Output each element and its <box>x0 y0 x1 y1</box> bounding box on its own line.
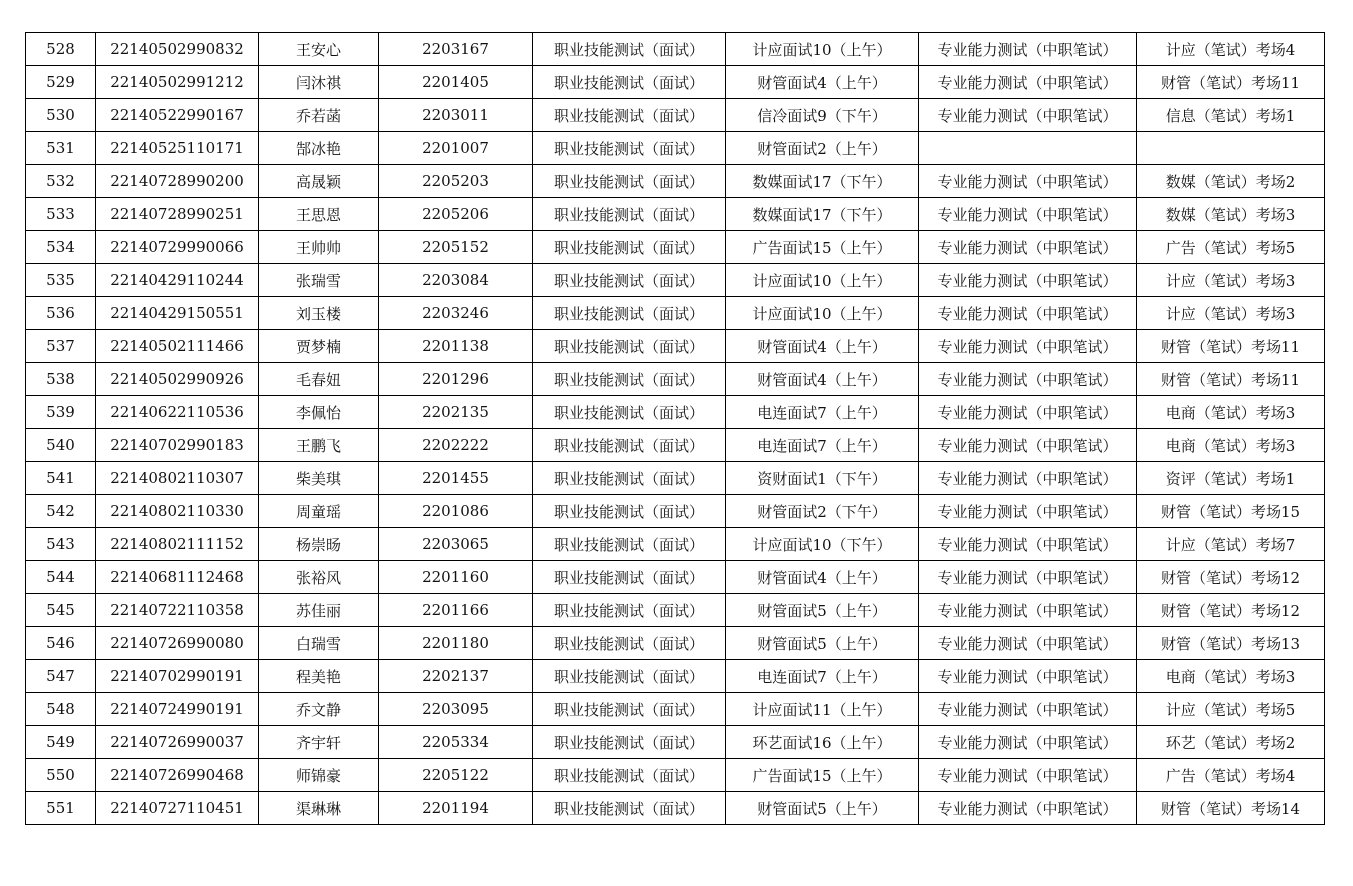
name-cell: 柴美琪 <box>259 462 379 495</box>
written-test-type-cell: 专业能力测试（中职笔试） <box>919 495 1137 528</box>
written-exam-room-cell: 计应（笔试）考场3 <box>1137 297 1325 330</box>
table-row <box>26 561 1325 594</box>
written-exam-room-cell: 财管（笔试）考场14 <box>1137 792 1325 825</box>
candidate-id-cell: 22140681112468 <box>96 561 259 594</box>
written-exam-room-cell: 财管（笔试）考场12 <box>1137 561 1325 594</box>
written-exam-room-cell: 财管（笔试）考场11 <box>1137 363 1325 396</box>
registration-number-cell: 2201180 <box>379 627 533 660</box>
row-number-cell: 545 <box>26 594 96 627</box>
test-type-cell: 职业技能测试（面试） <box>533 165 726 198</box>
written-test-type-cell: 专业能力测试（中职笔试） <box>919 528 1137 561</box>
table-row <box>26 627 1325 660</box>
interview-room-cell: 计应面试10（上午） <box>726 264 919 297</box>
name-cell: 李佩怡 <box>259 396 379 429</box>
name-cell: 苏佳丽 <box>259 594 379 627</box>
written-test-type-cell: 专业能力测试（中职笔试） <box>919 660 1137 693</box>
name-cell: 张裕风 <box>259 561 379 594</box>
row-number-cell: 546 <box>26 627 96 660</box>
table-row <box>26 132 1325 165</box>
written-exam-room-cell: 电商（笔试）考场3 <box>1137 429 1325 462</box>
registration-number-cell: 2203084 <box>379 264 533 297</box>
test-type-cell: 职业技能测试（面试） <box>533 495 726 528</box>
registration-number-cell: 2201194 <box>379 792 533 825</box>
candidate-id-cell: 22140722110358 <box>96 594 259 627</box>
name-cell: 闫沐祺 <box>259 66 379 99</box>
row-number-cell: 539 <box>26 396 96 429</box>
registration-number-cell: 2205203 <box>379 165 533 198</box>
test-type-cell: 职业技能测试（面试） <box>533 33 726 66</box>
written-test-type-cell: 专业能力测试（中职笔试） <box>919 231 1137 264</box>
interview-room-cell: 财管面试5（上午） <box>726 792 919 825</box>
candidate-id-cell: 22140724990191 <box>96 693 259 726</box>
name-cell: 张瑞雪 <box>259 264 379 297</box>
interview-room-cell: 财管面试5（上午） <box>726 627 919 660</box>
interview-room-cell: 财管面试4（上午） <box>726 330 919 363</box>
written-exam-room-cell: 广告（笔试）考场5 <box>1137 231 1325 264</box>
written-test-type-cell: 专业能力测试（中职笔试） <box>919 693 1137 726</box>
registration-number-cell: 2202222 <box>379 429 533 462</box>
name-cell: 贾梦楠 <box>259 330 379 363</box>
candidate-id-cell: 22140802110307 <box>96 462 259 495</box>
name-cell: 高晟颖 <box>259 165 379 198</box>
name-cell: 毛春妞 <box>259 363 379 396</box>
written-exam-room-cell: 财管（笔试）考场15 <box>1137 495 1325 528</box>
table-row <box>26 429 1325 462</box>
table-row <box>26 495 1325 528</box>
candidate-id-cell: 22140702990191 <box>96 660 259 693</box>
interview-room-cell: 财管面试4（上午） <box>726 561 919 594</box>
name-cell: 渠琳琳 <box>259 792 379 825</box>
written-test-type-cell: 专业能力测试（中职笔试） <box>919 297 1137 330</box>
written-test-type-cell <box>919 132 1137 165</box>
test-type-cell: 职业技能测试（面试） <box>533 396 726 429</box>
row-number-cell: 549 <box>26 726 96 759</box>
candidate-id-cell: 22140726990468 <box>96 759 259 792</box>
written-exam-room-cell: 资评（笔试）考场1 <box>1137 462 1325 495</box>
name-cell: 王鹏飞 <box>259 429 379 462</box>
name-cell: 刘玉楼 <box>259 297 379 330</box>
test-type-cell: 职业技能测试（面试） <box>533 462 726 495</box>
test-type-cell: 职业技能测试（面试） <box>533 759 726 792</box>
name-cell: 齐宇轩 <box>259 726 379 759</box>
test-type-cell: 职业技能测试（面试） <box>533 594 726 627</box>
registration-number-cell: 2201455 <box>379 462 533 495</box>
test-type-cell: 职业技能测试（面试） <box>533 264 726 297</box>
candidate-id-cell: 22140429150551 <box>96 297 259 330</box>
registration-number-cell: 2202135 <box>379 396 533 429</box>
row-number-cell: 542 <box>26 495 96 528</box>
table-row <box>26 99 1325 132</box>
candidate-id-cell: 22140729990066 <box>96 231 259 264</box>
row-number-cell: 537 <box>26 330 96 363</box>
interview-room-cell: 计应面试10（下午） <box>726 528 919 561</box>
written-test-type-cell: 专业能力测试（中职笔试） <box>919 363 1137 396</box>
row-number-cell: 533 <box>26 198 96 231</box>
name-cell: 周童瑶 <box>259 495 379 528</box>
written-exam-room-cell: 计应（笔试）考场7 <box>1137 528 1325 561</box>
registration-number-cell: 2201166 <box>379 594 533 627</box>
test-type-cell: 职业技能测试（面试） <box>533 198 726 231</box>
candidate-id-cell: 22140726990080 <box>96 627 259 660</box>
registration-number-cell: 2205206 <box>379 198 533 231</box>
interview-room-cell: 计应面试11（上午） <box>726 693 919 726</box>
written-exam-room-cell: 计应（笔试）考场5 <box>1137 693 1325 726</box>
test-type-cell: 职业技能测试（面试） <box>533 627 726 660</box>
candidate-id-cell: 22140802110330 <box>96 495 259 528</box>
written-test-type-cell: 专业能力测试（中职笔试） <box>919 33 1137 66</box>
row-number-cell: 534 <box>26 231 96 264</box>
candidate-id-cell: 22140702990183 <box>96 429 259 462</box>
table-row <box>26 264 1325 297</box>
table-row <box>26 231 1325 264</box>
row-number-cell: 531 <box>26 132 96 165</box>
test-type-cell: 职业技能测试（面试） <box>533 363 726 396</box>
table-row <box>26 165 1325 198</box>
written-test-type-cell: 专业能力测试（中职笔试） <box>919 429 1137 462</box>
table-row <box>26 198 1325 231</box>
registration-number-cell: 2203065 <box>379 528 533 561</box>
registration-number-cell: 2205334 <box>379 726 533 759</box>
interview-room-cell: 财管面试4（上午） <box>726 66 919 99</box>
test-type-cell: 职业技能测试（面试） <box>533 726 726 759</box>
row-number-cell: 551 <box>26 792 96 825</box>
written-exam-room-cell <box>1137 132 1325 165</box>
name-cell: 王帅帅 <box>259 231 379 264</box>
registration-number-cell: 2203011 <box>379 99 533 132</box>
candidate-id-cell: 22140429110244 <box>96 264 259 297</box>
written-test-type-cell: 专业能力测试（中职笔试） <box>919 165 1137 198</box>
row-number-cell: 541 <box>26 462 96 495</box>
candidate-id-cell: 22140522990167 <box>96 99 259 132</box>
candidate-id-cell: 22140502991212 <box>96 66 259 99</box>
interview-room-cell: 数媒面试17（下午） <box>726 198 919 231</box>
table-row <box>26 528 1325 561</box>
interview-room-cell: 财管面试5（上午） <box>726 594 919 627</box>
test-type-cell: 职业技能测试（面试） <box>533 561 726 594</box>
written-test-type-cell: 专业能力测试（中职笔试） <box>919 66 1137 99</box>
written-exam-room-cell: 数媒（笔试）考场3 <box>1137 198 1325 231</box>
name-cell: 师锦豪 <box>259 759 379 792</box>
registration-number-cell: 2201296 <box>379 363 533 396</box>
written-exam-room-cell: 财管（笔试）考场11 <box>1137 66 1325 99</box>
name-cell: 乔若菡 <box>259 99 379 132</box>
test-type-cell: 职业技能测试（面试） <box>533 66 726 99</box>
candidate-id-cell: 22140502990832 <box>96 33 259 66</box>
table-row <box>26 66 1325 99</box>
interview-room-cell: 计应面试10（上午） <box>726 297 919 330</box>
written-test-type-cell: 专业能力测试（中职笔试） <box>919 594 1137 627</box>
candidate-id-cell: 22140728990251 <box>96 198 259 231</box>
interview-room-cell: 数媒面试17（下午） <box>726 165 919 198</box>
name-cell: 乔文静 <box>259 693 379 726</box>
test-type-cell: 职业技能测试（面试） <box>533 297 726 330</box>
candidate-id-cell: 22140525110171 <box>96 132 259 165</box>
written-test-type-cell: 专业能力测试（中职笔试） <box>919 264 1137 297</box>
table-body <box>26 33 1325 825</box>
name-cell: 程美艳 <box>259 660 379 693</box>
row-number-cell: 548 <box>26 693 96 726</box>
interview-room-cell: 资财面试1（下午） <box>726 462 919 495</box>
row-number-cell: 536 <box>26 297 96 330</box>
written-exam-room-cell: 环艺（笔试）考场2 <box>1137 726 1325 759</box>
written-test-type-cell: 专业能力测试（中职笔试） <box>919 198 1137 231</box>
written-test-type-cell: 专业能力测试（中职笔试） <box>919 759 1137 792</box>
candidate-id-cell: 22140802111152 <box>96 528 259 561</box>
written-exam-room-cell: 数媒（笔试）考场2 <box>1137 165 1325 198</box>
registration-number-cell: 2205152 <box>379 231 533 264</box>
row-number-cell: 543 <box>26 528 96 561</box>
candidate-id-cell: 22140502111466 <box>96 330 259 363</box>
interview-room-cell: 环艺面试16（上午） <box>726 726 919 759</box>
row-number-cell: 535 <box>26 264 96 297</box>
exam-schedule-table <box>25 32 1325 825</box>
candidate-id-cell: 22140622110536 <box>96 396 259 429</box>
row-number-cell: 529 <box>26 66 96 99</box>
name-cell: 郜冰艳 <box>259 132 379 165</box>
registration-number-cell: 2205122 <box>379 759 533 792</box>
name-cell: 王安心 <box>259 33 379 66</box>
name-cell: 杨崇旸 <box>259 528 379 561</box>
written-exam-room-cell: 计应（笔试）考场3 <box>1137 264 1325 297</box>
interview-room-cell: 计应面试10（上午） <box>726 33 919 66</box>
interview-room-cell: 电连面试7（上午） <box>726 396 919 429</box>
candidate-id-cell: 22140727110451 <box>96 792 259 825</box>
table-row <box>26 462 1325 495</box>
written-exam-room-cell: 广告（笔试）考场4 <box>1137 759 1325 792</box>
table-row <box>26 330 1325 363</box>
written-exam-room-cell: 计应（笔试）考场4 <box>1137 33 1325 66</box>
written-test-type-cell: 专业能力测试（中职笔试） <box>919 99 1137 132</box>
interview-room-cell: 财管面试4（上午） <box>726 363 919 396</box>
written-test-type-cell: 专业能力测试（中职笔试） <box>919 792 1137 825</box>
table-row <box>26 726 1325 759</box>
registration-number-cell: 2202137 <box>379 660 533 693</box>
table-row <box>26 792 1325 825</box>
row-number-cell: 544 <box>26 561 96 594</box>
test-type-cell: 职业技能测试（面试） <box>533 792 726 825</box>
row-number-cell: 530 <box>26 99 96 132</box>
test-type-cell: 职业技能测试（面试） <box>533 132 726 165</box>
written-exam-room-cell: 财管（笔试）考场11 <box>1137 330 1325 363</box>
test-type-cell: 职业技能测试（面试） <box>533 528 726 561</box>
table-row <box>26 594 1325 627</box>
interview-room-cell: 广告面试15（上午） <box>726 231 919 264</box>
interview-room-cell: 财管面试2（上午） <box>726 132 919 165</box>
table-row <box>26 660 1325 693</box>
written-test-type-cell: 专业能力测试（中职笔试） <box>919 627 1137 660</box>
written-test-type-cell: 专业能力测试（中职笔试） <box>919 330 1137 363</box>
test-type-cell: 职业技能测试（面试） <box>533 429 726 462</box>
row-number-cell: 547 <box>26 660 96 693</box>
registration-number-cell: 2203246 <box>379 297 533 330</box>
registration-number-cell: 2201007 <box>379 132 533 165</box>
table-row <box>26 396 1325 429</box>
registration-number-cell: 2203167 <box>379 33 533 66</box>
row-number-cell: 532 <box>26 165 96 198</box>
candidate-id-cell: 22140728990200 <box>96 165 259 198</box>
table-row <box>26 363 1325 396</box>
written-test-type-cell: 专业能力测试（中职笔试） <box>919 726 1137 759</box>
written-exam-room-cell: 财管（笔试）考场13 <box>1137 627 1325 660</box>
registration-number-cell: 2201160 <box>379 561 533 594</box>
row-number-cell: 528 <box>26 33 96 66</box>
interview-room-cell: 信冷面试9（下午） <box>726 99 919 132</box>
registration-number-cell: 2201405 <box>379 66 533 99</box>
written-test-type-cell: 专业能力测试（中职笔试） <box>919 396 1137 429</box>
written-exam-room-cell: 信息（笔试）考场1 <box>1137 99 1325 132</box>
row-number-cell: 550 <box>26 759 96 792</box>
interview-room-cell: 电连面试7（上午） <box>726 660 919 693</box>
table-row <box>26 33 1325 66</box>
candidate-id-cell: 22140502990926 <box>96 363 259 396</box>
row-number-cell: 538 <box>26 363 96 396</box>
test-type-cell: 职业技能测试（面试） <box>533 330 726 363</box>
name-cell: 白瑞雪 <box>259 627 379 660</box>
registration-number-cell: 2201138 <box>379 330 533 363</box>
candidate-id-cell: 22140726990037 <box>96 726 259 759</box>
written-test-type-cell: 专业能力测试（中职笔试） <box>919 561 1137 594</box>
table-row <box>26 759 1325 792</box>
written-test-type-cell: 专业能力测试（中职笔试） <box>919 462 1137 495</box>
name-cell: 王思恩 <box>259 198 379 231</box>
interview-room-cell: 财管面试2（下午） <box>726 495 919 528</box>
test-type-cell: 职业技能测试（面试） <box>533 660 726 693</box>
test-type-cell: 职业技能测试（面试） <box>533 693 726 726</box>
interview-room-cell: 电连面试7（上午） <box>726 429 919 462</box>
row-number-cell: 540 <box>26 429 96 462</box>
test-type-cell: 职业技能测试（面试） <box>533 99 726 132</box>
written-exam-room-cell: 电商（笔试）考场3 <box>1137 396 1325 429</box>
registration-number-cell: 2201086 <box>379 495 533 528</box>
table-row <box>26 693 1325 726</box>
written-exam-room-cell: 电商（笔试）考场3 <box>1137 660 1325 693</box>
registration-number-cell: 2203095 <box>379 693 533 726</box>
written-exam-room-cell: 财管（笔试）考场12 <box>1137 594 1325 627</box>
table-row <box>26 297 1325 330</box>
test-type-cell: 职业技能测试（面试） <box>533 231 726 264</box>
interview-room-cell: 广告面试15（上午） <box>726 759 919 792</box>
